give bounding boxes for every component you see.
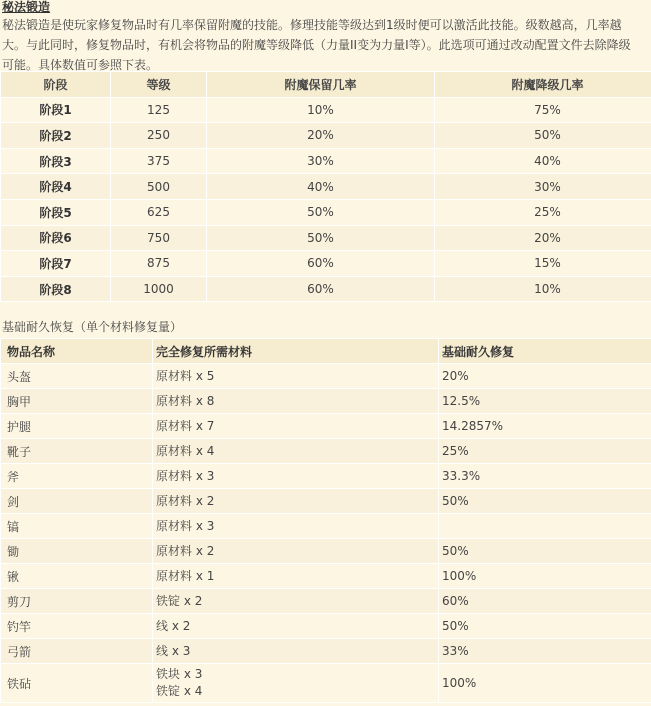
intro-line: 大。与此同时，修复物品时，有机会将物品的附魔等级降低（力量II变为力量I等）。此选项可通过改动配置文件去除降级 xyxy=(2,38,631,52)
repair-table-row xyxy=(1,414,651,439)
stage-cell-stage: 阶段3 xyxy=(1,148,111,174)
repair-cell-item: 镐 xyxy=(1,514,153,539)
repair-cell-repair: 50% xyxy=(439,539,651,564)
repair-cell-repair: 33% xyxy=(439,639,651,664)
repair-cell-item: 头盔 xyxy=(1,364,153,389)
stage-cell-stage: 阶段1 xyxy=(1,97,111,123)
stage-header-level: 等级 xyxy=(111,72,207,98)
repair-cell-materials xyxy=(153,489,439,514)
intro-line: 可能。具体数值可参照下表。 xyxy=(2,58,159,72)
repair-cell-materials xyxy=(153,514,439,539)
stage-cell-downgrade: 15% xyxy=(435,251,651,277)
stage-header-downgrade-chance: 附魔降级几率 xyxy=(435,72,651,98)
repair-cell-item: 剑 xyxy=(1,489,153,514)
material-entry: 原材料 x 4 xyxy=(156,443,215,458)
stage-header-stage: 阶段 xyxy=(1,72,111,98)
stage-table xyxy=(0,71,651,302)
stage-cell-level: 750 xyxy=(111,225,207,251)
intro-paragraph xyxy=(2,15,651,75)
stage-table-row xyxy=(1,174,651,200)
repair-table-row xyxy=(1,364,651,389)
repair-cell-repair: 33.3% xyxy=(439,464,651,489)
stage-header-retain-chance: 附魔保留几率 xyxy=(207,72,435,98)
stage-cell-retain: 10% xyxy=(207,97,435,123)
stage-table-row xyxy=(1,123,651,149)
material-entry: 原材料 x 3 xyxy=(156,468,215,483)
repair-cell-repair xyxy=(439,514,651,539)
material-entry: 线 x 2 xyxy=(156,618,191,633)
repair-table-row xyxy=(1,564,651,589)
stage-cell-retain: 60% xyxy=(207,251,435,277)
stage-cell-downgrade: 75% xyxy=(435,97,651,123)
stage-cell-downgrade: 10% xyxy=(435,276,651,302)
material-entry: 原材料 x 2 xyxy=(156,543,215,558)
stage-cell-retain: 50% xyxy=(207,199,435,225)
repair-cell-item: 锄 xyxy=(1,539,153,564)
repair-table-row xyxy=(1,664,651,703)
repair-cell-repair: 60% xyxy=(439,589,651,614)
stage-cell-stage: 阶段6 xyxy=(1,225,111,251)
repair-cell-materials xyxy=(153,639,439,664)
stage-cell-level: 375 xyxy=(111,148,207,174)
material-entry: 原材料 x 2 xyxy=(156,493,215,508)
intro-line: 秘法锻造是使玩家修复物品时有几率保留附魔的技能。修理技能等级达到1级时便可以激活此技能。级数越高，几率越 xyxy=(2,18,622,32)
stage-cell-downgrade: 20% xyxy=(435,225,651,251)
repair-table-row xyxy=(1,389,651,414)
stage-cell-level: 875 xyxy=(111,251,207,277)
repair-cell-repair: 20% xyxy=(439,364,651,389)
repair-cell-item: 斧 xyxy=(1,464,153,489)
stage-cell-level: 625 xyxy=(111,199,207,225)
repair-table-row xyxy=(1,539,651,564)
stage-table-row xyxy=(1,97,651,123)
repair-header-repair: 基础耐久修复 xyxy=(439,339,651,364)
repair-cell-item: 弓箭 xyxy=(1,639,153,664)
repair-header-materials: 完全修复所需材料 xyxy=(153,339,439,364)
repair-cell-item: 钓竿 xyxy=(1,614,153,639)
repair-cell-materials xyxy=(153,464,439,489)
repair-table-row xyxy=(1,439,651,464)
repair-cell-repair: 50% xyxy=(439,489,651,514)
repair-table-body xyxy=(1,364,651,703)
repair-table-row xyxy=(1,589,651,614)
stage-table-row xyxy=(1,199,651,225)
material-entry: 原材料 x 7 xyxy=(156,418,215,433)
repair-header-item: 物品名称 xyxy=(1,339,153,364)
stage-cell-level: 125 xyxy=(111,97,207,123)
repair-cell-materials xyxy=(153,414,439,439)
repair-cell-item: 铁砧 xyxy=(1,664,153,703)
repair-table-header-row xyxy=(1,339,651,364)
stage-cell-downgrade: 25% xyxy=(435,199,651,225)
stage-table-row xyxy=(1,148,651,174)
stage-cell-stage: 阶段2 xyxy=(1,123,111,149)
material-entry: 铁块 x 3 xyxy=(156,667,203,681)
material-entry: 线 x 3 xyxy=(156,643,191,658)
repair-cell-item: 剪刀 xyxy=(1,589,153,614)
stage-cell-retain: 20% xyxy=(207,123,435,149)
repair-cell-materials xyxy=(153,389,439,414)
repair-cell-repair: 14.2857% xyxy=(439,414,651,439)
repair-cell-materials xyxy=(153,564,439,589)
stage-cell-stage: 阶段5 xyxy=(1,199,111,225)
stage-table-row xyxy=(1,225,651,251)
stage-cell-stage: 阶段7 xyxy=(1,251,111,277)
repair-table-row xyxy=(1,489,651,514)
stage-cell-retain: 60% xyxy=(207,276,435,302)
repair-table xyxy=(0,338,651,703)
material-entry: 原材料 x 8 xyxy=(156,393,215,408)
repair-cell-materials xyxy=(153,614,439,639)
stage-cell-level: 500 xyxy=(111,174,207,200)
stage-cell-retain: 50% xyxy=(207,225,435,251)
stage-cell-stage: 阶段8 xyxy=(1,276,111,302)
repair-cell-materials xyxy=(153,539,439,564)
stage-cell-downgrade: 40% xyxy=(435,148,651,174)
repair-cell-materials xyxy=(153,364,439,389)
repair-table-row xyxy=(1,464,651,489)
stage-cell-downgrade: 30% xyxy=(435,174,651,200)
stage-cell-level: 250 xyxy=(111,123,207,149)
stage-table-body xyxy=(1,97,651,302)
repair-section-label: 基础耐久恢复（单个材料修复量） xyxy=(2,320,183,334)
page-title: 秘法锻造 xyxy=(2,0,51,14)
repair-cell-repair: 100% xyxy=(439,564,651,589)
stage-cell-level: 1000 xyxy=(111,276,207,302)
repair-cell-repair: 12.5% xyxy=(439,389,651,414)
material-entry: 铁锭 x 4 xyxy=(156,684,203,698)
repair-cell-item: 靴子 xyxy=(1,439,153,464)
repair-cell-item: 锹 xyxy=(1,564,153,589)
repair-cell-repair: 25% xyxy=(439,439,651,464)
material-entry: 原材料 x 5 xyxy=(156,368,215,383)
repair-cell-repair: 50% xyxy=(439,614,651,639)
repair-cell-repair: 100% xyxy=(439,664,651,703)
repair-table-row xyxy=(1,514,651,539)
repair-table-row xyxy=(1,614,651,639)
repair-cell-item: 胸甲 xyxy=(1,389,153,414)
repair-cell-materials xyxy=(153,589,439,614)
stage-cell-retain: 30% xyxy=(207,148,435,174)
stage-cell-retain: 40% xyxy=(207,174,435,200)
material-entry: 原材料 x 1 xyxy=(156,568,215,583)
stage-table-row xyxy=(1,251,651,277)
material-entry: 铁锭 x 2 xyxy=(156,593,203,608)
stage-cell-stage: 阶段4 xyxy=(1,174,111,200)
repair-cell-materials xyxy=(153,664,439,703)
repair-table-row xyxy=(1,639,651,664)
stage-cell-downgrade: 50% xyxy=(435,123,651,149)
repair-cell-materials xyxy=(153,439,439,464)
repair-cell-item: 护腿 xyxy=(1,414,153,439)
material-entry: 原材料 x 3 xyxy=(156,518,215,533)
stage-table-header-row xyxy=(1,72,651,98)
stage-table-row xyxy=(1,276,651,302)
